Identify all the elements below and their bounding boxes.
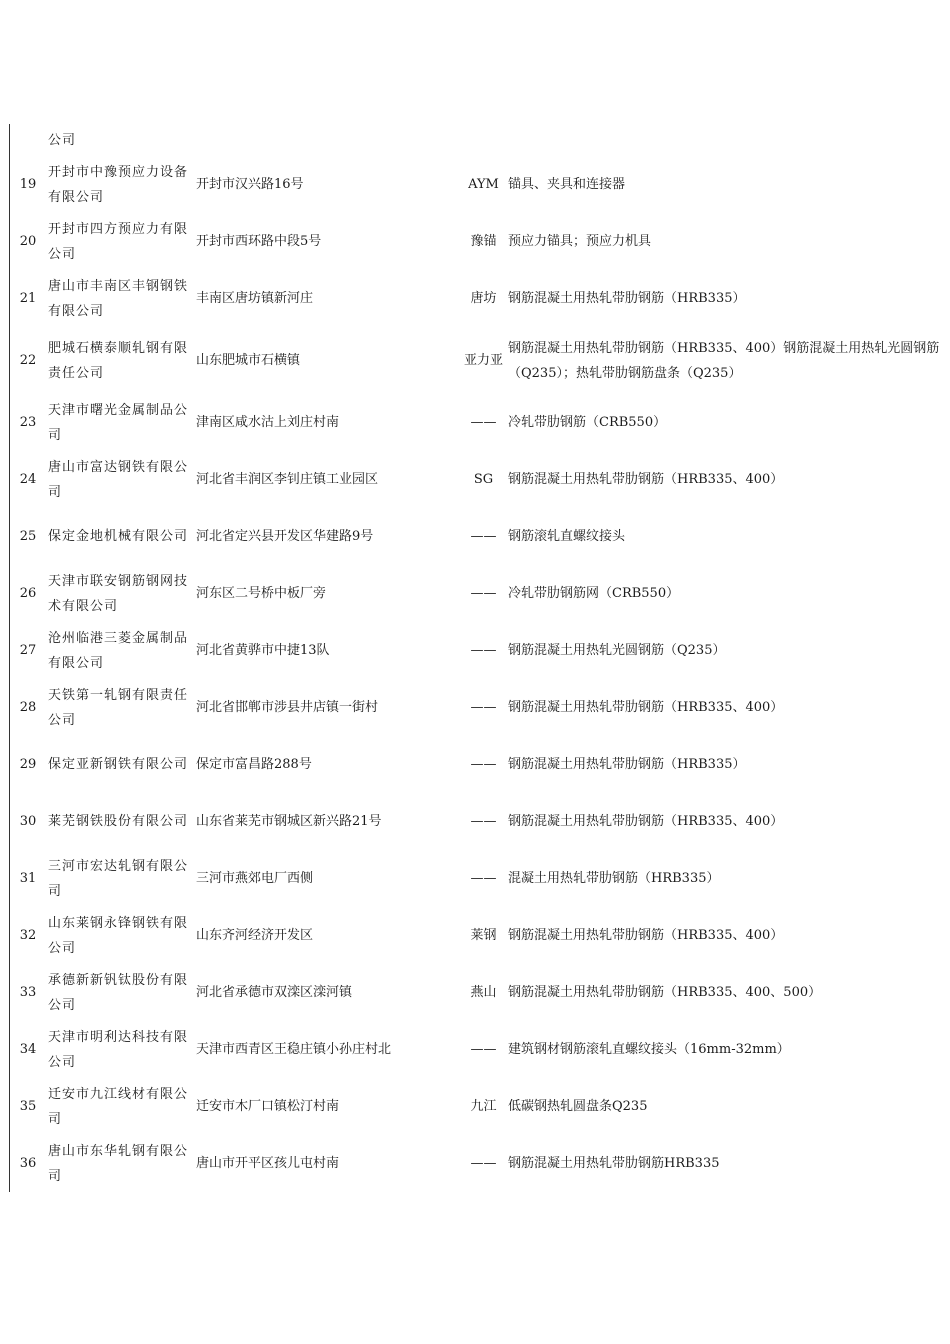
company-name-cell: 公司 bbox=[48, 133, 77, 148]
address-cell: 迁安市木厂口镇松汀村南 bbox=[196, 1099, 340, 1114]
product-cell: 钢筋混凝土用热轧带肋钢筋（HRB335、400） bbox=[508, 928, 784, 943]
table-row bbox=[10, 1021, 945, 1078]
brand-cell: —— bbox=[470, 871, 497, 886]
product-cell: 混凝土用热轧带肋钢筋（HRB335） bbox=[508, 871, 720, 886]
row-number-cell: 23 bbox=[19, 415, 37, 430]
company-name-cell: 迁安市九江线材有限公司 bbox=[48, 1086, 189, 1127]
row-number-cell: 27 bbox=[19, 643, 37, 658]
company-name-cell: 开封市中豫预应力设备有限公司 bbox=[48, 164, 189, 205]
brand-cell: —— bbox=[470, 1042, 497, 1057]
product-cell: 钢筋混凝土用热轧带肋钢筋（HRB335、400） bbox=[508, 814, 784, 829]
company-name-cell: 三河市宏达轧钢有限公司 bbox=[48, 858, 189, 899]
row-number-cell: 29 bbox=[19, 757, 37, 772]
brand-cell: —— bbox=[470, 586, 497, 601]
company-name-cell: 莱芜钢铁股份有限公司 bbox=[48, 814, 189, 829]
product-cell: 钢筋混凝土用热轧带肋钢筋HRB335 bbox=[508, 1156, 720, 1171]
company-name-cell: 天津市联安钢筋钢网技术有限公司 bbox=[48, 573, 189, 614]
address-cell: 河东区二号桥中板厂旁 bbox=[196, 586, 327, 601]
brand-cell: AYM bbox=[468, 177, 499, 192]
address-cell: 丰南区唐坊镇新河庄 bbox=[196, 291, 314, 306]
row-number-cell: 24 bbox=[19, 472, 37, 487]
row-number-cell: 30 bbox=[19, 814, 37, 829]
table-row bbox=[10, 327, 945, 394]
product-cell: 钢筋混凝土用热轧带肋钢筋（HRB335、400） bbox=[508, 472, 784, 487]
product-cell: 钢筋混凝土用热轧光圆钢筋（Q235） bbox=[508, 643, 726, 658]
brand-cell: 莱钢 bbox=[470, 928, 497, 943]
row-number-cell: 35 bbox=[19, 1099, 37, 1114]
address-cell: 山东齐河经济开发区 bbox=[196, 928, 314, 943]
brand-cell: 燕山 bbox=[470, 985, 497, 1000]
address-cell: 河北省丰润区李钊庄镇工业园区 bbox=[196, 472, 379, 487]
address-cell: 河北省定兴县开发区华建路9号 bbox=[196, 529, 374, 544]
company-name-cell: 承德新新钒钛股份有限公司 bbox=[48, 972, 189, 1013]
table-row bbox=[10, 508, 945, 565]
brand-cell: 九江 bbox=[470, 1099, 497, 1114]
table-row bbox=[10, 793, 945, 850]
company-name-cell: 唐山市丰南区丰钢钢铁有限公司 bbox=[48, 278, 189, 319]
table-row bbox=[10, 394, 945, 451]
company-name-cell: 保定亚新钢铁有限公司 bbox=[48, 757, 189, 772]
product-cell: 钢筋混凝土用热轧带肋钢筋（HRB335） bbox=[508, 291, 746, 306]
product-cell: 建筑钢材钢筋滚轧直螺纹接头（16mm-32mm） bbox=[508, 1042, 790, 1057]
address-cell: 河北省黄骅市中捷13队 bbox=[196, 643, 330, 658]
company-name-cell: 肥城石横泰顺轧钢有限责任公司 bbox=[48, 340, 189, 381]
company-name-cell: 山东莱钢永锋钢铁有限公司 bbox=[48, 915, 189, 956]
table-row bbox=[10, 156, 945, 213]
address-cell: 山东省莱芜市钢城区新兴路21号 bbox=[196, 814, 382, 829]
product-cell: 钢筋滚轧直螺纹接头 bbox=[508, 529, 626, 544]
product-cell: 钢筋混凝土用热轧带肋钢筋（HRB335、400、500） bbox=[508, 985, 822, 1000]
product-cell: 冷轧带肋钢筋网（CRB550） bbox=[508, 586, 680, 601]
product-cell: 预应力锚具；预应力机具 bbox=[508, 234, 652, 249]
row-number-cell: 22 bbox=[19, 353, 37, 368]
table-row bbox=[10, 964, 945, 1021]
table-row bbox=[10, 1135, 945, 1192]
row-number-cell: 32 bbox=[19, 928, 37, 943]
address-cell: 保定市富昌路288号 bbox=[196, 757, 312, 772]
address-cell: 唐山市开平区孩儿屯村南 bbox=[196, 1156, 340, 1171]
table-row bbox=[10, 907, 945, 964]
brand-cell: 亚力亚 bbox=[463, 353, 503, 368]
company-name-cell: 保定金地机械有限公司 bbox=[48, 529, 189, 544]
brand-cell: —— bbox=[470, 529, 497, 544]
address-cell: 天津市西青区王稳庄镇小孙庄村北 bbox=[196, 1042, 392, 1057]
table-row bbox=[10, 622, 945, 679]
row-number-cell: 19 bbox=[19, 177, 37, 192]
table-row-continuation bbox=[10, 124, 945, 156]
row-number-cell: 34 bbox=[19, 1042, 37, 1057]
address-cell: 开封市西环路中段5号 bbox=[196, 234, 322, 249]
product-cell: 低碳钢热轧圆盘条Q235 bbox=[508, 1099, 648, 1114]
brand-cell: —— bbox=[470, 757, 497, 772]
row-number-cell: 26 bbox=[19, 586, 37, 601]
table-row bbox=[10, 451, 945, 508]
brand-cell: —— bbox=[470, 814, 497, 829]
table-row bbox=[10, 1078, 945, 1135]
table-row bbox=[10, 850, 945, 907]
brand-cell: —— bbox=[470, 1156, 497, 1171]
brand-cell: —— bbox=[470, 700, 497, 715]
table-row bbox=[10, 565, 945, 622]
address-cell: 开封市汉兴路16号 bbox=[196, 177, 304, 192]
company-name-cell: 天津市曙光金属制品公司 bbox=[48, 402, 189, 443]
address-cell: 津南区咸水沽上刘庄村南 bbox=[196, 415, 340, 430]
company-name-cell: 天津市明利达科技有限公司 bbox=[48, 1029, 189, 1070]
brand-cell: —— bbox=[470, 643, 497, 658]
row-number-cell: 20 bbox=[19, 234, 37, 249]
address-cell: 河北省承德市双滦区滦河镇 bbox=[196, 985, 353, 1000]
brand-cell: SG bbox=[473, 472, 494, 487]
product-cell: 钢筋混凝土用热轧带肋钢筋（HRB335、400） bbox=[508, 700, 784, 715]
brand-cell: —— bbox=[470, 415, 497, 430]
row-number-cell: 36 bbox=[19, 1156, 37, 1171]
table-row bbox=[10, 213, 945, 270]
row-number-cell: 28 bbox=[19, 700, 37, 715]
row-number-cell: 25 bbox=[19, 529, 37, 544]
table-row bbox=[10, 679, 945, 736]
company-name-cell: 唐山市富达钢铁有限公司 bbox=[48, 459, 189, 500]
row-number-cell: 21 bbox=[19, 291, 37, 306]
company-name-cell: 天铁第一轧钢有限责任公司 bbox=[48, 687, 189, 728]
product-cell: 钢筋混凝土用热轧带肋钢筋（HRB335） bbox=[508, 757, 746, 772]
address-cell: 三河市燕郊电厂西侧 bbox=[196, 871, 314, 886]
row-number-cell: 31 bbox=[19, 871, 37, 886]
brand-cell: 豫锚 bbox=[470, 234, 497, 249]
company-table bbox=[10, 124, 945, 1192]
company-name-cell: 唐山市东华轧钢有限公司 bbox=[48, 1143, 189, 1184]
address-cell: 河北省邯郸市涉县井店镇一街村 bbox=[196, 700, 379, 715]
brand-cell: 唐坊 bbox=[470, 291, 497, 306]
product-cell: 锚具、夹具和连接器 bbox=[508, 177, 626, 192]
company-name-cell: 开封市四方预应力有限公司 bbox=[48, 221, 189, 262]
table-row bbox=[10, 736, 945, 793]
address-cell: 山东肥城市石横镇 bbox=[196, 353, 301, 368]
company-name-cell: 沧州临港三菱金属制品有限公司 bbox=[48, 630, 189, 671]
table-row bbox=[10, 270, 945, 327]
product-cell: 钢筋混凝土用热轧带肋钢筋（HRB335、400）钢筋混凝土用热轧光圆钢筋（Q235）；热轧带肋钢筋盘条（Q235） bbox=[508, 340, 940, 381]
row-number-cell: 33 bbox=[19, 985, 37, 1000]
product-cell: 冷轧带肋钢筋（CRB550） bbox=[508, 415, 667, 430]
